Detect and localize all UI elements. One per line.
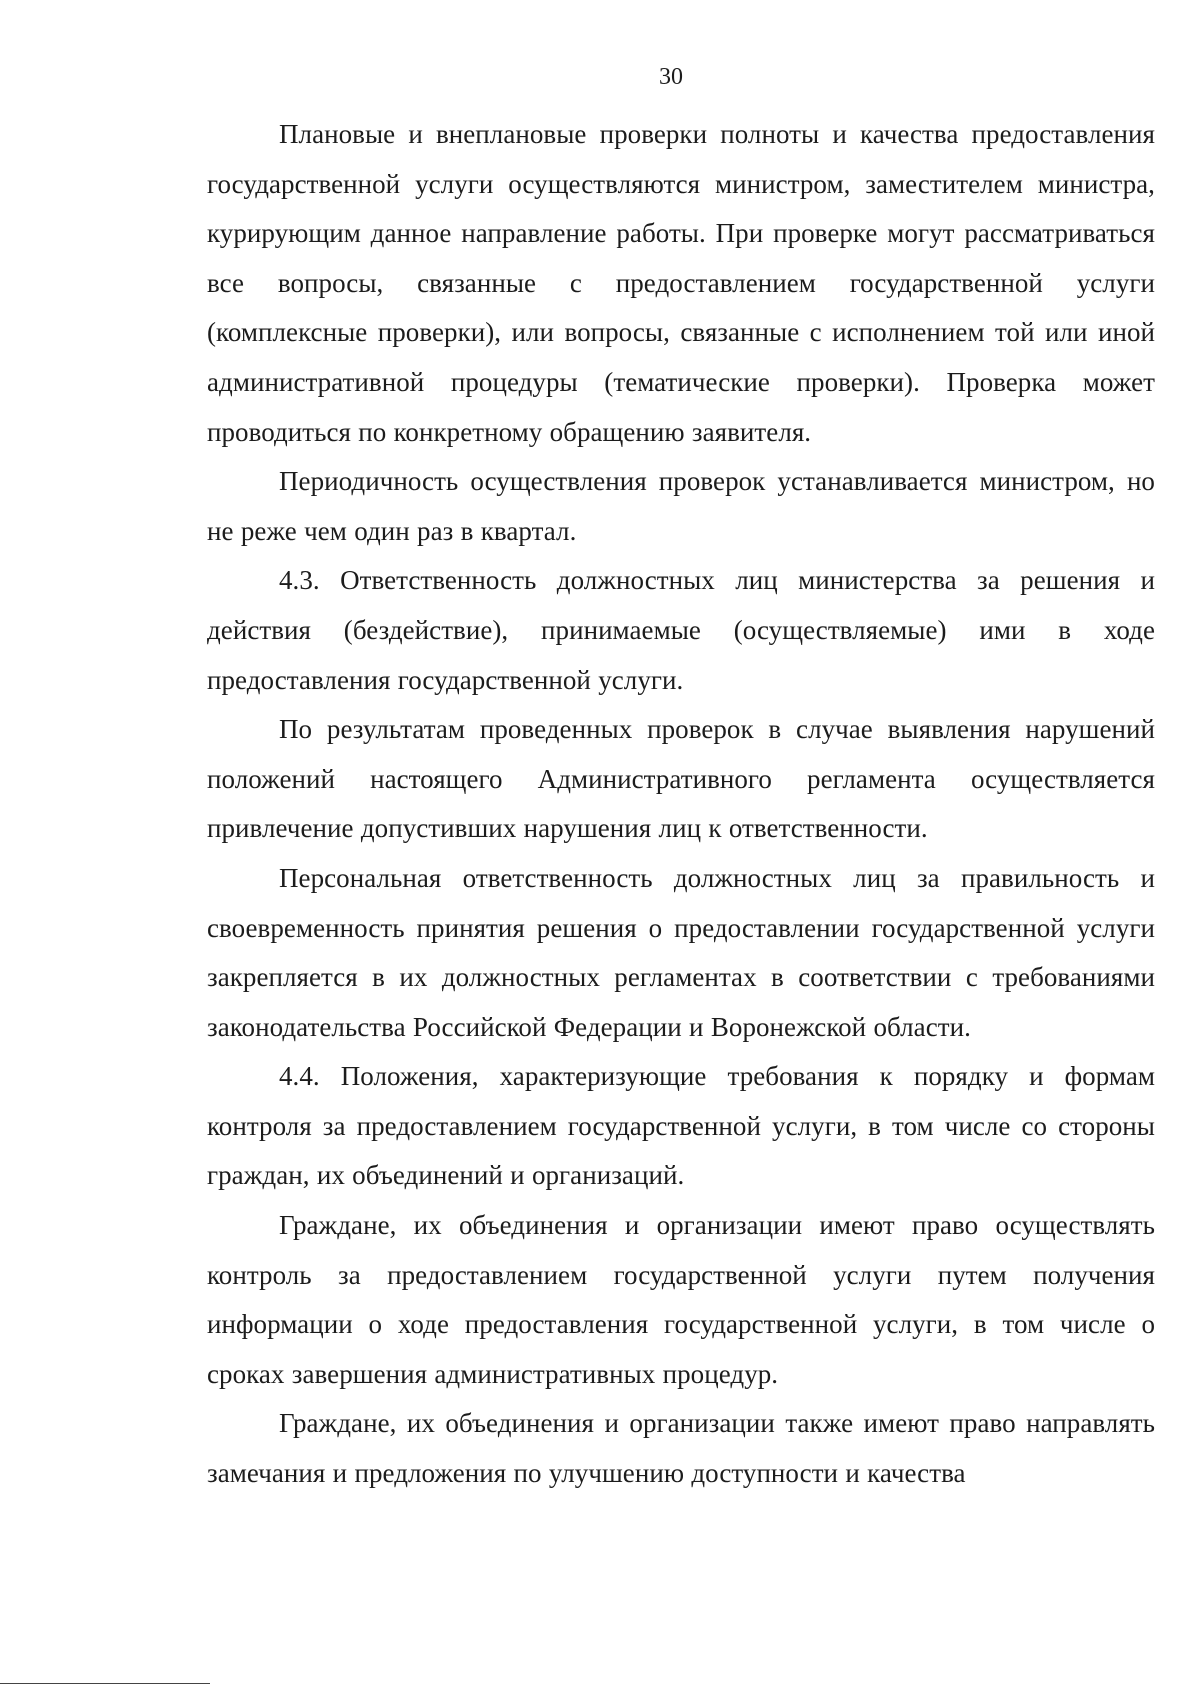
paragraph-section-4-3: 4.3. Ответственность должностных лиц министерства за решения и действия (бездействие), принимаемые (осуществляемые) ими в ходе предоставления государственной услуги. — [207, 565, 1155, 695]
paragraph-section-4-4: 4.4. Положения, характеризующие требования к порядку и формам контроля за предоставлением государственной услуги, в том числе со стороны граждан, их объединений и организаций. — [207, 1061, 1155, 1191]
paragraph-periodicity: Периодичность осуществления проверок устанавливается министром, но не реже чем один раз в квартал. — [207, 466, 1155, 546]
document-body — [207, 110, 1155, 1499]
paragraph-citizens-control: Граждане, их объединения и организации имеют право осуществлять контроль за предоставлением государственной услуги путем получения информации о ходе предоставления государственной услуги, в том числе о сроках завершения административных процедур. — [207, 1210, 1155, 1389]
paragraph-citizens-proposals: Граждане, их объединения и организации также имеют право направлять замечания и предложения по улучшению доступности и качества — [207, 1408, 1155, 1489]
page-number: 30 — [659, 64, 683, 90]
bottom-divider — [0, 1683, 210, 1684]
paragraph-personal-responsibility: Персональная ответственность должностных лиц за правильность и своевременность принятия решения о предоставлении государственной услуги закрепляется в их должностных регламентах в соответствии с требованиями законодательства Российской Федерации и Воронежской области. — [207, 862, 1155, 1042]
paragraph-violations: По результатам проведенных проверок в случае выявления нарушений положений настоящего Административного регламента осуществляется привлечение допустивших нарушения лиц к ответственности. — [207, 714, 1155, 844]
paragraph-inspections: Плановые и внеплановые проверки полноты и качества предоставления государственной услуги осуществляются министром, заместителем министра, курирующим данное направление работы. При проверке могут рассматриваться все вопросы, связанные с предоставлением государственной услуги (комплексные проверки), или вопросы, связанные с исполнением той или иной административной процедуры (тематические проверки). Проверка может проводиться по конкретному обращению заявителя. — [207, 119, 1155, 447]
